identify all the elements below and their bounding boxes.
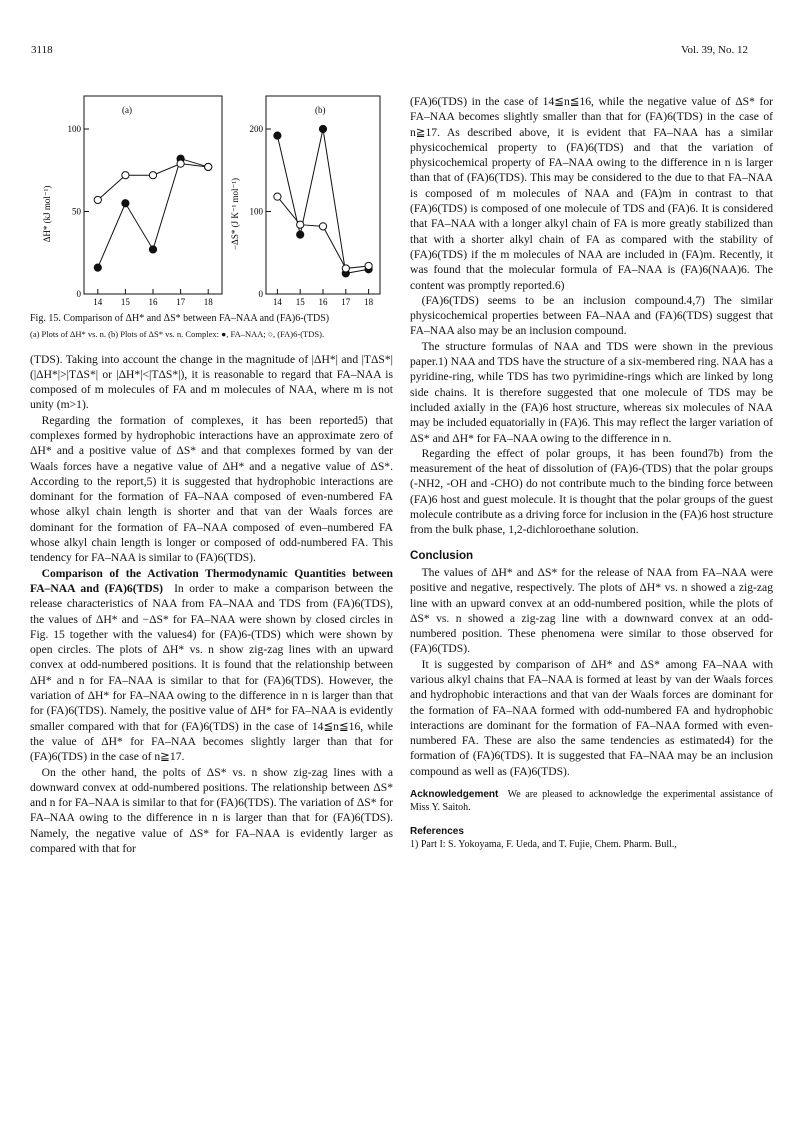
panel-a-point-fa6-tds xyxy=(177,160,184,167)
references-heading: References xyxy=(410,826,464,838)
panel-a-xtick-label: 16 xyxy=(148,297,158,307)
panel-b-label: (b) xyxy=(315,105,326,115)
panel-b-delta-s xyxy=(230,96,380,309)
panel-a-point-fa6-tds xyxy=(94,196,101,203)
left-paragraph-4: On the other hand, the polts of ΔS* vs. n show zig-zag lines with a downward convex at odd-numbered positions. The relationship between ΔS* and n for FA–NAA is similar to that for (FA)6(TDS). The variation of ΔS* for FA–NAA owing to the difference in n is larger than that for (FA)6(TDS). Namely, the negative value of ΔS* for FA–NAA is evidently larger as compared with that for xyxy=(30,765,393,855)
panel-b-xtick-label: 17 xyxy=(341,297,351,307)
figure-caption: Fig. 15. Comparison of ΔH* and ΔS* between FA–NAA and (FA)6-(TDS) xyxy=(30,313,330,324)
right-paragraph-3: The structure formulas of NAA and TDS were shown in the previous paper.1) NAA and TDS have the structure of a six-membered ring. NAA has a pyridine-ring, while TDS has two pyrimidine-rings which are linked by long side chains. It is therefore suggested that one molecule of TDS may be included axially in the (FA)6 host structure, whereas six molecules of NAA may be included equatorially in (FA)6. This may reflect the larger variation of ΔS* and ΔH* for FA–NAA owing to the difference in n. xyxy=(410,339,773,445)
figure-subcaption: (a) Plots of ΔH* vs. n. (b) Plots of ΔS* vs. n. Complex: ●, FA–NAA; ○, (FA)6-(TDS). xyxy=(30,328,325,339)
panel-b-ylabel: −ΔS* (J K⁻¹ mol⁻¹) xyxy=(230,177,240,251)
conclusion-paragraph-1: The values of ΔH* and ΔS* for the release of NAA from FA–NAA were positive and negative, respectively. The plots of ΔH* vs. n showed a zig-zag line with an upward convex at an odd-numbered position, while the plots of ΔS* vs. n showed a zig-zag line with a downward convex at an odd-numbered position. These phenomena were similar to those observed for (FA)6(TDS). xyxy=(410,565,773,656)
figure-15-plots xyxy=(30,94,393,309)
panel-a-xtick-label: 18 xyxy=(203,297,213,307)
left-paragraph-2: Regarding the formation of complexes, it has been reported5) that complexes formed by hydrophobic interactions have an approximate zero of ΔH* and a positive value of ΔS* and that complexes formed by van der Waals forces have a negative value of ΔH* and a negative value of ΔS*. According to the report,5) it is suggested that hydrophobic interactions are dominant for the formation of FA–NAA composed of even-numbered FA whose alkyl chain length is shorter and that van der Waals forces are dominant for the formation of FA–NAA composed of even–numbered FA whose alkyl chain length is longer or composed of odd-numbered FA. This tendency for FA–NAA is similar to (FA)6(TDS). xyxy=(30,413,393,565)
left-column xyxy=(30,94,393,856)
panel-b-point-fa6-tds xyxy=(342,265,349,272)
left-paragraph-1: (TDS). Taking into account the change in the magnitude of |ΔH*| and |TΔS*| (|ΔH*|>|TΔS*| or |ΔH*|<|TΔS*|), it is reasonable to regard that FA–NAA is composed of m molecules of FA and m molecules of NAA, where m is not unity (m>1). xyxy=(30,352,393,412)
panel-a-xtick-label: 15 xyxy=(120,297,130,307)
right-paragraph-2: (FA)6(TDS) seems to be an inclusion compound.4,7) The similar physicochemical properties between FA–NAA and (FA)6(TDS) suggest that FA–NAA also may be an inclusion compound. xyxy=(410,293,773,338)
panel-b-ytick-label: 100 xyxy=(249,206,263,217)
reference-1: 1) Part I: S. Yokoyama, F. Ueda, and T. Fujie, Chem. Pharm. Bull., xyxy=(410,839,677,851)
panel-b-xtick-label: 16 xyxy=(318,297,328,307)
panel-a-ytick-label: 0 xyxy=(76,289,81,299)
panel-a-xtick-label: 17 xyxy=(176,297,186,307)
panel-a-point-fa6-tds xyxy=(149,172,156,179)
panel-a-point-fa-naa xyxy=(94,264,101,271)
panel-b-point-fa6-tds xyxy=(297,221,304,228)
panel-b-xtick-label: 14 xyxy=(272,297,282,307)
panel-a-point-fa-naa xyxy=(122,200,129,207)
panel-a-ytick-label: 100 xyxy=(67,124,81,134)
panel-b-point-fa-naa xyxy=(297,231,304,238)
page-number: 3118 xyxy=(31,44,53,56)
conclusion-heading: Conclusion xyxy=(410,548,474,562)
panel-a-delta-h xyxy=(42,96,222,309)
right-paragraph-4: Regarding the effect of polar groups, it has been found7b) from the measurement of the heat of dissolution of (FA)6-(TDS) that the polar groups (-NH2, -OH and -CHO) do not contribute much to the binding force between (FA)6 host and guest molecule. It is thought that the polar groups of the guest molecule contribute as a driving force for inclusion in the (FA)6 host structure from the bulk phase, 1,2-dichloroethane solution. xyxy=(410,446,773,537)
panel-a-line-fa6-tds xyxy=(98,164,208,200)
acknowledgement-heading: Acknowledgement xyxy=(410,789,499,801)
panel-b-line-fa-naa xyxy=(277,129,368,273)
panel-a-point-fa6-tds xyxy=(205,163,212,170)
panel-a-point-fa6-tds xyxy=(122,172,129,179)
panel-b-ytick-label: 0 xyxy=(258,289,263,299)
journal-volume: Vol. 39, No. 12 xyxy=(680,44,748,56)
right-paragraph-1: (FA)6(TDS) in the case of 14≦n≦16, while the negative value of ΔS* for FA–NAA becomes slightly smaller than that for (FA)6(TDS) in the case of n≧17. As described above, it is evident that FA–NAA has a similar physicochemical property to (FA)6(TDS) and that the variation of physicochemical property of FA–NAA owing to the difference in n is larger than that of (FA)6(TDS). This may be considered to the due to that FA–NAA is composed of m molecules of NAA and (FA)m in contrast to that (FA)6(TDS) is composed of one molecule of TDS and (FA)6. It is considered that FA–NAA with a longer alkyl chain of FA is more greatly stabilized than that with a shorter alkyl chain of FA as compared with the stability of (FA)6(TDS) if the m molecules of NAA are included in (FA)m. Recently, it was found that the molecular formula of FA–NAA is (FA)6(NAA)6. The content was promptly reported.6) xyxy=(410,95,773,292)
panel-b-xtick-label: 15 xyxy=(295,297,305,307)
panel-a-frame xyxy=(84,96,222,294)
panel-a-ytick-label: 50 xyxy=(72,206,81,217)
left-paragraph-3: In order to make a comparison between the release characteristics of NAA from FA–NAA and TDS from (FA)6(TDS), the values of ΔH* and −ΔS* for FA–NAA were shown by closed circles in Fig. 15 together with the values4) for (FA)6-(TDS) which were shown by open circles. The plots of ΔH* vs. n show zig-zag lines with an upward convex at odd-numbered positions. It is found that the relationship between ΔH* and n for FA–NAA is similar to that for (FA)6(TDS). However, the variation of ΔH* for FA–NAA owing to the difference in n is larger than that for (FA)6(TDS). Namely, the positive value of ΔH* for FA–NAA is evidently smaller compared with that for (FA)6(TDS) in the case of 14≦n≦16, while the value of ΔH* for FA–NAA becomes slightly larger than that for (FA)6(TDS) in the case of n≧17. xyxy=(30,581,394,764)
section-heading-comparison: Comparison of the Activation Thermodynamic Quantities between FA–NAA and (FA)6(TDS) xyxy=(30,566,393,595)
panel-b-point-fa6-tds xyxy=(365,262,372,269)
panel-b-line-fa6-tds xyxy=(277,197,368,269)
panel-a-xtick-label: 14 xyxy=(93,297,103,307)
panel-a-label: (a) xyxy=(122,105,132,115)
conclusion-paragraph-2: It is suggested by comparison of ΔH* and ΔS* among FA–NAA with various alkyl chains that FA–NAA is formed at least by van der Waals forces and hydrophobic interactions and that van der Waals forces are dominant for the formation of FA–NAA formed with odd-numbered FA and hydrophobic interactions are dominant for the formation of FA–NAA formed with even-numbered FA. These are also the same tendencies as estimated4) for the formation of (FA)6(TDS). It is suggested that FA–NAA may be an inclusion compound as well as (FA)6(TDS). xyxy=(410,657,773,778)
panel-b-point-fa-naa xyxy=(274,132,281,139)
figure-15 xyxy=(30,94,393,309)
panel-b-xtick-label: 18 xyxy=(364,297,374,307)
panel-a-ylabel: ΔH* (kJ mol⁻¹) xyxy=(42,185,52,243)
panel-b-point-fa6-tds xyxy=(274,193,281,200)
acknowledgement-text: We are pleased to acknowledge the experimental assistance of Miss Y. Saitoh. xyxy=(410,789,774,813)
panel-b-point-fa-naa xyxy=(319,125,326,132)
panel-b-point-fa6-tds xyxy=(319,223,326,230)
panel-a-point-fa-naa xyxy=(149,246,156,253)
panel-b-ytick-label: 200 xyxy=(249,124,263,134)
right-column xyxy=(410,94,773,852)
acknowledgement xyxy=(410,789,773,814)
